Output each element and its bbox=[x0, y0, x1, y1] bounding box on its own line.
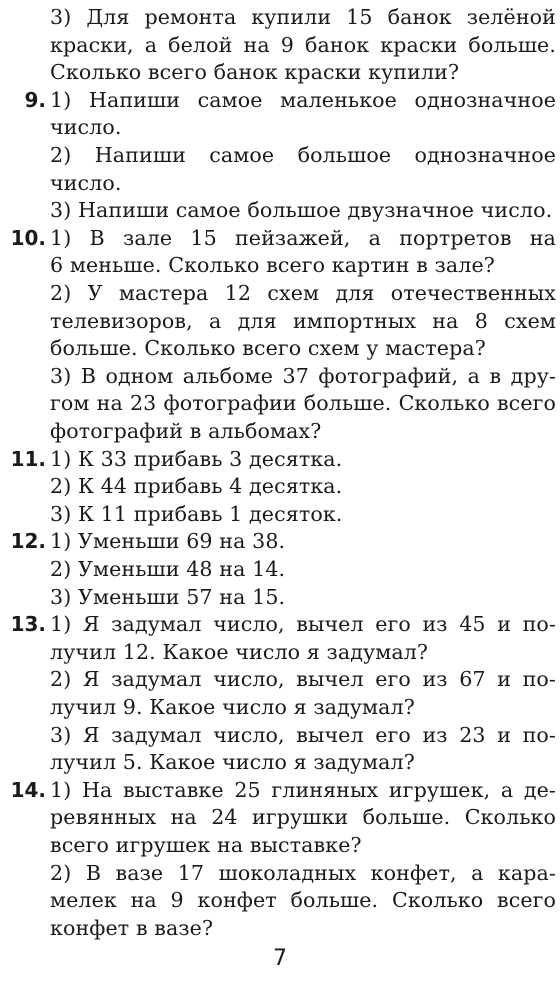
text-line: 1) Напиши самое маленькое однозначное bbox=[50, 87, 556, 112]
text-line: больше. Сколько всего схем у мастера? bbox=[50, 336, 486, 361]
text-line: 2) В вазе 17 шоколадных конфет, а кара- bbox=[50, 860, 556, 885]
text-line: телевизоров, а для импортных на 8 схем bbox=[50, 308, 556, 333]
text-line: 3) В одном альбоме 37 фотографий, а в дру- bbox=[50, 363, 556, 388]
text-line: ревянных на 24 игрушки больше. Сколько bbox=[50, 805, 556, 830]
text-line: 1) К 33 прибавь 3 десятка. bbox=[50, 446, 343, 471]
text-line: 3) Для ремонта купили 15 банок зелёной bbox=[50, 5, 556, 29]
exercise-number: 10. bbox=[10, 225, 46, 250]
text-line: 1) На выставке 25 глиняных игрушек, а де- bbox=[50, 777, 556, 802]
text-line: 2) Уменьши 48 на 14. bbox=[50, 557, 286, 581]
exercise-number: 14. bbox=[10, 777, 46, 802]
text-line: краски, а белой на 9 банок краски больше. bbox=[50, 32, 556, 57]
text-line: 2) Я задумал число, вычел его из 67 и по- bbox=[50, 667, 556, 692]
text-line: мелек на 9 конфет больше. Сколько всего bbox=[50, 888, 556, 913]
text-line: фотографий в альбомах? bbox=[50, 419, 322, 443]
exercise-number: 12. bbox=[10, 529, 46, 554]
exercise-number: 11. bbox=[10, 446, 46, 471]
text-line: всего игрушек на выставке? bbox=[50, 833, 362, 857]
text-line: число. bbox=[50, 115, 122, 140]
text-line: гом на 23 фотографии больше. Сколько всего bbox=[50, 391, 556, 416]
text-line: 6 меньше. Сколько всего картин в зале? bbox=[50, 253, 495, 278]
exercise-number: 9. bbox=[24, 87, 46, 112]
text-line: число. bbox=[50, 170, 122, 195]
text-line: лучил 9. Какое число я задумал? bbox=[50, 695, 415, 719]
text-line: 3) Уменьши 57 на 15. bbox=[50, 584, 286, 609]
text-line: 1) Уменьши 69 на 38. bbox=[50, 529, 286, 554]
page-number: 7 bbox=[273, 946, 287, 971]
exercise-number: 13. bbox=[10, 612, 46, 637]
text-line: 1) В зале 15 пейзажей, а портретов на bbox=[50, 225, 556, 250]
text-line: лучил 12. Какое число я задумал? bbox=[50, 639, 429, 664]
text-line: 2) У мастера 12 схем для отечественных bbox=[50, 281, 556, 305]
text-line: 1) Я задумал число, вычел его из 45 и по- bbox=[50, 612, 556, 637]
text-line: Сколько всего банок краски купили? bbox=[50, 60, 460, 85]
text-line: конфет в вазе? bbox=[50, 915, 214, 940]
text-line: 2) Напиши самое большое однозначное bbox=[50, 143, 556, 167]
text-line: лучил 5. Какое число я задумал? bbox=[50, 750, 415, 775]
text-line: 2) К 44 прибавь 4 десятка. bbox=[50, 474, 343, 499]
text-line: 3) Напиши самое большое двузначное число. bbox=[50, 198, 553, 223]
text-line: 3) К 11 прибавь 1 десяток. bbox=[50, 501, 343, 526]
text-line: 3) Я задумал число, вычел его из 23 и по- bbox=[50, 722, 556, 747]
